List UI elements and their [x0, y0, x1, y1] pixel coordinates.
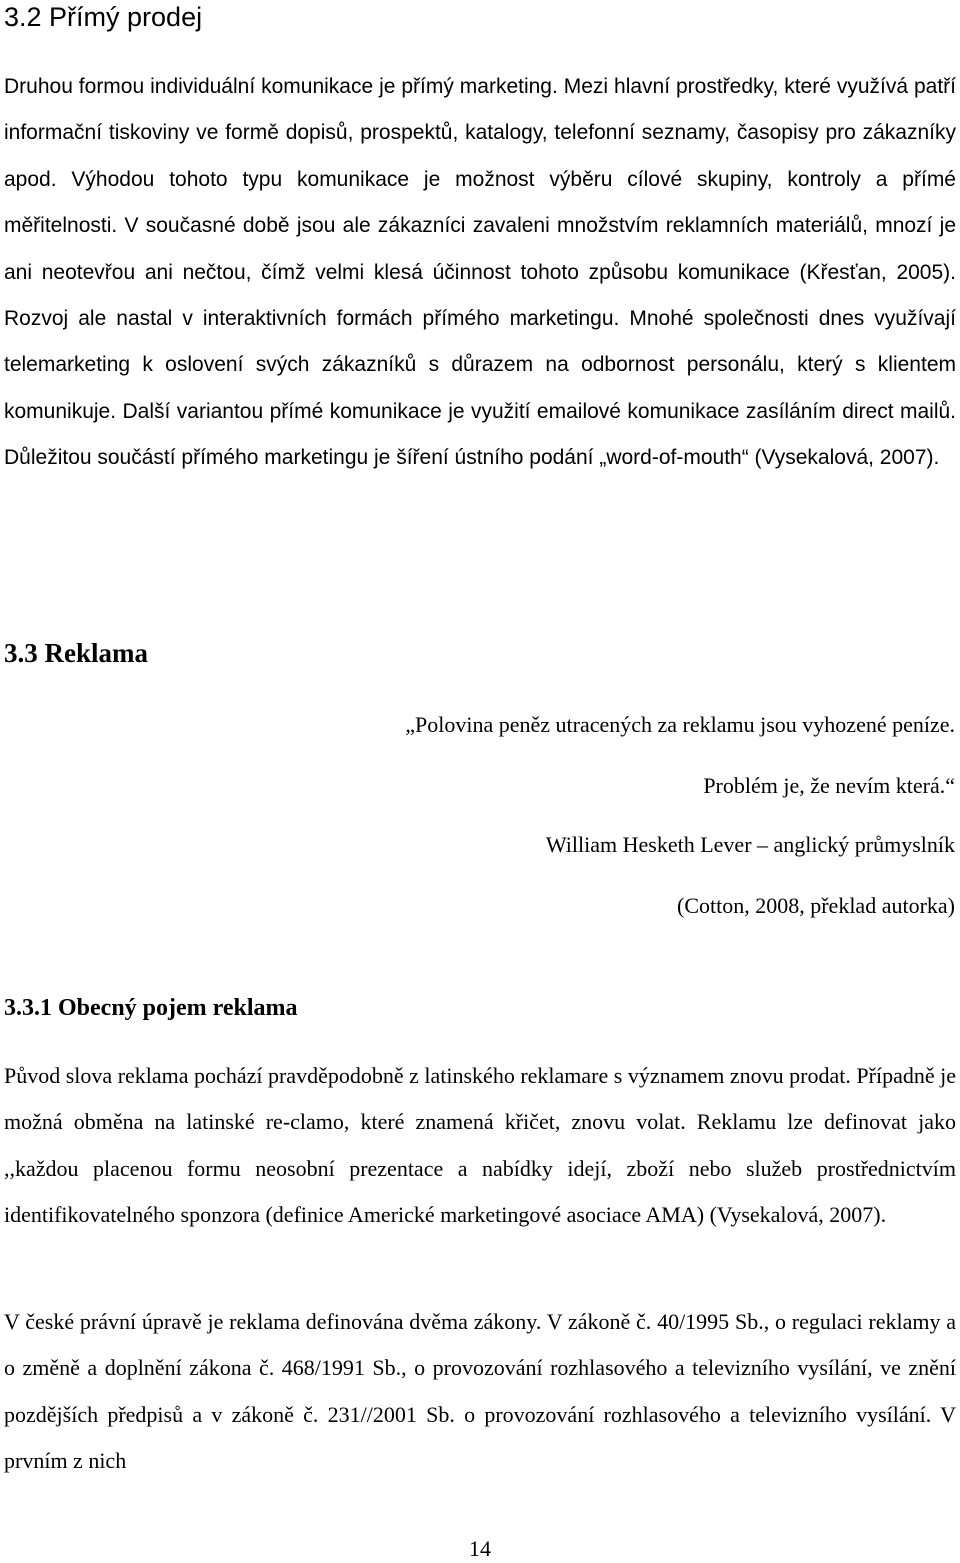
- paragraph-advertising-origin: Původ slova reklama pochází pravděpodobně z latinského reklamare s významem znovu prodat. Případně je možná obměna na latinské re-clamo, které znamená křičet, znovu volat. Reklamu lze definovat jako ,,každou placenou formu neosobní prezentace a nabídky idejí, zboží nebo služeb prostřednictvím identifikovatelného sponzora (definice Americké marketingové asociace AMA) (Vysekalová, 2007).: [4, 1063, 956, 1228]
- section-heading-3-3-1: 3.3.1 Obecný pojem reklama: [4, 995, 298, 1021]
- quote-author: William Hesketh Lever – anglický průmyslník: [545, 832, 955, 857]
- quote-source: (Cotton, 2008, překlad autorka): [677, 893, 955, 918]
- quote-line-2: Problém je, že nevím která.“: [703, 773, 955, 798]
- paragraph-direct-sales: Druhou formou individuální komunikace je přímý marketing. Mezi hlavní prostředky, které využívá patří informační tiskoviny ve formě dopisů, prospektů, katalogy, telefonní seznamy, časopisy pro zákazníky apod. Výhodou tohoto typu komunikace je možnost výběru cílové skupiny, kontroly a přímé měřitelnosti. V současné době jsou ale zákazníci zavaleni množstvím reklamních materiálů, mnozí je ani neotevřou ani nečtou, čímž velmi klesá účinnost tohoto způsobu komunikace (Křesťan, 2005). Rozvoj ale nastal v interaktivních formách přímého marketingu. Mnohé společnosti dnes využívají telemarketing k oslovení svých zákazníků s důrazem na odbornost personálu, který s klientem komunikuje. Další variantou přímé komunikace je využití emailové komunikace zasíláním direct mailů. Důležitou součástí přímého marketingu je šíření ústního podání „word-of-mouth“ (Vysekalová, 2007).: [4, 75, 956, 470]
- section-heading-3-3: 3.3 Reklama: [4, 638, 148, 668]
- section-heading-3-2: 3.2 Přímý prodej: [4, 2, 203, 32]
- paragraph-legal-definition: V české právní úpravě je reklama definována dvěma zákony. V zákoně č. 40/1995 Sb., o regulaci reklamy a o změně a doplnění zákona č. 468/1991 Sb., o provozování rozhlasového a televizního vysílání, ve znění pozdějších předpisů a v zákoně č. 231//2001 Sb. o provozování rozhlasového a televizního vysílání. V prvním z nich: [4, 1309, 956, 1474]
- quote-line-1: „Polovina peněz utracených za reklamu jsou vyhozené peníze.: [405, 712, 955, 737]
- page-number: 14: [469, 1536, 491, 1561]
